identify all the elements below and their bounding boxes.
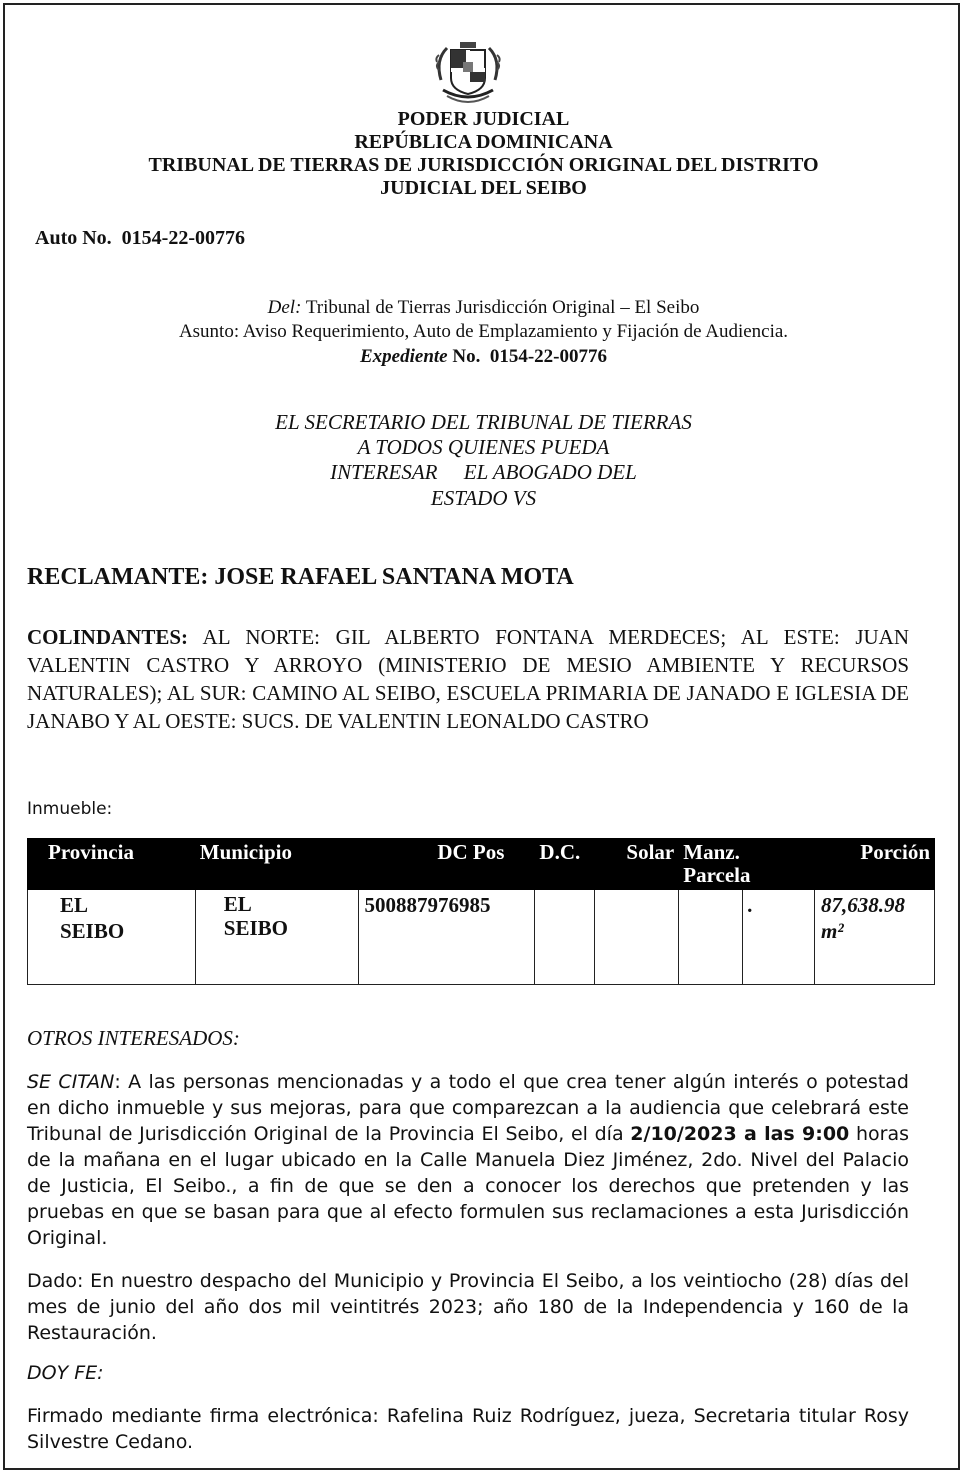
expediente-line (0, 345, 967, 369)
inmueble-label: Inmueble: (27, 799, 113, 819)
cell-porcion: 87,638.98 m² (815, 890, 935, 985)
del-label: Del: (267, 297, 302, 318)
secretario-line-4: ESTADO VS (430, 486, 537, 510)
expediente-label: Expediente (360, 346, 448, 367)
header-tribunal: TRIBUNAL DE TIERRAS DE JURISDICCIÓN ORIGINAL DEL DISTRITO (148, 154, 819, 176)
header-republica: REPÚBLICA DOMINICANA (354, 131, 613, 153)
header-dc: D.C. (535, 839, 595, 890)
expediente-value: 0154-22-00776 (489, 346, 607, 367)
secretario-line-2: A TODOS QUIENES PUEDA (357, 435, 610, 459)
dado-paragraph: Dado: En nuestro despacho del Municipio y Provincia El Seibo, a los veintiocho (28) días del mes de junio del año dos mil veintitrés 2023; año 180 de la Independencia y 160 de la Restauración. (27, 1270, 909, 1344)
table-header-row (28, 839, 935, 890)
colindantes-label: COLINDANTES: (27, 625, 189, 649)
secretario-line-3: INTERESAR EL ABOGADO DEL (330, 460, 637, 484)
del-value: Tribunal de Tierras Jurisdicción Original – El Seibo (305, 297, 700, 318)
audiencia-date: 2/10/2023 a las 9:00 (630, 1123, 850, 1145)
header-dc-pos: DC Pos (358, 839, 535, 890)
cell-manz (679, 890, 743, 985)
auto-number (35, 227, 245, 250)
asunto-line: Asunto: Aviso Requerimiento, Auto de Emplazamiento y Fijación de Audiencia. (178, 321, 789, 342)
header-parcela: Parcela (683, 863, 751, 887)
header-manz-parcela (679, 839, 815, 890)
header-solar: Solar (595, 839, 679, 890)
firmado-paragraph: Firmado mediante firma electrónica: Rafelina Ruiz Rodríguez, jueza, Secretaria titular Rosy Silvestre Cedano. (27, 1405, 909, 1453)
header-municipio: Municipio (195, 839, 358, 890)
doy-fe: DOY FE: (27, 1362, 104, 1384)
cell-solar (595, 890, 679, 985)
se-citan-paragraph: SE CITAN: A las personas mencionadas y a todo el que crea tener algún interés o potestad en dicho inmueble y sus mejoras, para que comparezcan a la audiencia que celebrará este Tribunal de Jurisdicción Original de la Provincia El Seibo, el día 2/10/2023 a las 9:00 horas de la mañana en el lugar ubicado en la Calle Manuela Diez Jiménez, 2do. Nivel del Palacio de Justicia, El Seibo., a fin de que se den a conocer los derechos que pretenden y las pruebas en que se basan para que al efecto formulen sus reclamaciones a esta Jurisdicción Original. (27, 1071, 909, 1249)
otros-interesados: OTROS INTERESADOS: (27, 1026, 240, 1050)
cell-dc (535, 890, 595, 985)
auto-value: 0154-22-00776 (121, 227, 245, 249)
colindantes-paragraph (27, 623, 909, 735)
header-distrito: JUDICIAL DEL SEIBO (380, 177, 587, 199)
cell-parcela: . (743, 890, 815, 985)
header-provincia: Provincia (28, 839, 196, 890)
coat-of-arms-seal (433, 40, 503, 104)
colindantes-text: AL NORTE: GIL ALBERTO FONTANA MERDECES; AL ESTE: JUAN VALENTIN CASTRO Y ARROYO (MINISTERIO DE MESIO AMBIENTE Y RECURSOS NATURALES); AL SUR: CAMINO AL SEIBO, ESCUELA PRIMARIA DE JANADO E IGLESIA DE JANABO Y AL OESTE: SUCS. DE VALENTIN LEONALDO CASTRO (27, 625, 909, 733)
se-citan-label: SE CITAN (27, 1071, 115, 1093)
expediente-no: No. (452, 346, 481, 367)
header-porcion: Porción (815, 839, 935, 890)
table-row (28, 890, 935, 985)
cell-municipio: EL SEIBO (195, 890, 358, 985)
header-poder-judicial: PODER JUDICIAL (397, 108, 570, 130)
header-manz: Manz. (683, 840, 740, 864)
cell-dc-pos: 500887976985 (358, 890, 535, 985)
auto-label: Auto No. (35, 227, 112, 249)
inmueble-table (27, 838, 935, 985)
secretario-line-1: EL SECRETARIO DEL TRIBUNAL DE TIERRAS (275, 410, 692, 434)
cell-provincia: EL SEIBO (28, 890, 196, 985)
del-line (0, 296, 967, 320)
reclamante-heading: RECLAMANTE: JOSE RAFAEL SANTANA MOTA (27, 564, 574, 590)
